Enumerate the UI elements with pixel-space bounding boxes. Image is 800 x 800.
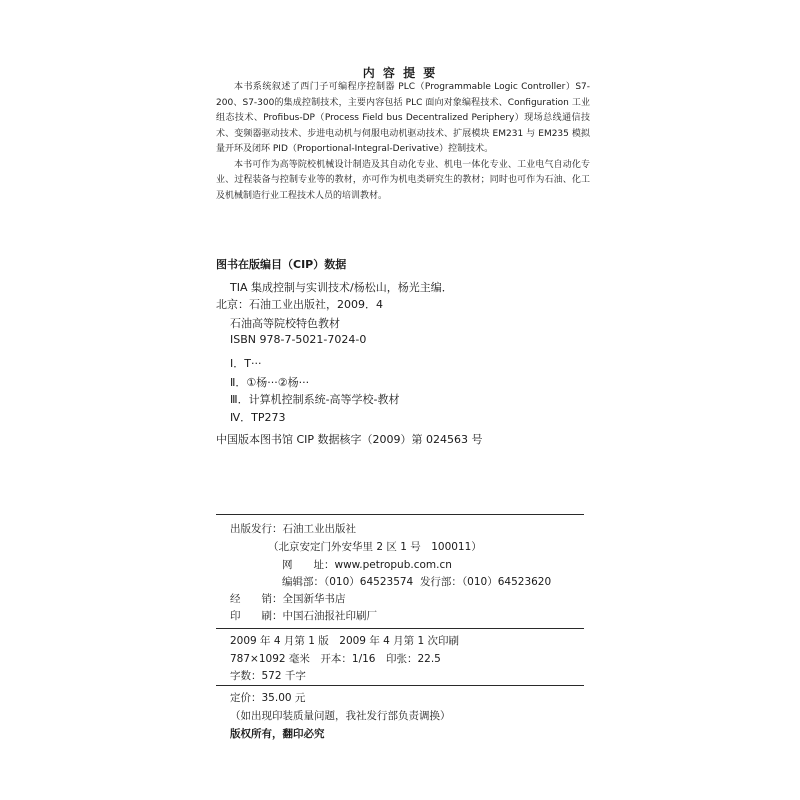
distributor-label: 经 销： (230, 593, 283, 605)
phone-line (282, 574, 551, 589)
cip-classification: Ⅱ．①杨···②杨··· (230, 376, 310, 389)
cip-classification: Ⅲ．计算机控制系统-高等学校-教材 (230, 393, 400, 406)
publisher-label: 出版发行： (230, 523, 283, 535)
price-line: 定价：35.00 元 (230, 692, 306, 704)
cip-classification: Ⅳ．TP273 (230, 411, 286, 424)
printer-name: 中国石油报社印刷厂 (282, 610, 377, 622)
edition-line: 2009 年 4 月第 1 版 2009 年 4 月第 1 次印刷 (230, 635, 460, 647)
sales-label: 发行部： (419, 576, 462, 588)
quality-notice: （如出现印装质量问题，我社发行部负责调换） (230, 710, 451, 722)
cip-line: 北京：石油工业出版社，2009．4 (216, 298, 383, 311)
publisher-line (230, 521, 356, 536)
distributor-line (230, 591, 346, 606)
cip-line: ISBN 978-7-5021-7024-0 (230, 333, 367, 346)
printer-line (230, 608, 377, 623)
cip-line: 石油高等院校特色教材 (230, 317, 340, 330)
summary-paragraph: 本书系统叙述了西门子可编程序控制器 PLC（Programmable Logic Controller）S7-200、S7-300的集成控制技术，主要内容包括 PLC 面向对象编程技术、Configuration 工业组态技术、Profibus-DP（Process Field bus Decentralized Periphery）现场总线通信技术、变频器驱动技术、步进电动机与伺服电动机驱动技术、扩展模块 EM231 与 EM235 模拟量开环及闭环 PID（Proportional-Integral-Derivative）控制技术。 (216, 82, 590, 154)
editorial-phone: （010）64523574 (324, 576, 414, 588)
copyright-notice: 版权所有，翻印必究 (230, 728, 325, 740)
distributor-name: 全国新华书店 (282, 593, 346, 605)
summary-paragraph: 本书可作为高等院校机械设计制造及其自动化专业、机电一体化专业、工业电气自动化专业、过程装备与控制专业等的教材，亦可作为机电类研究生的教材；同时也可作为石油、化工及机械制造行业工程技术人员的培训教材。 (216, 159, 590, 201)
format-line: 787×1092 毫米 开本：1/16 印张：22.5 (230, 653, 441, 665)
cip-registration: 中国版本图书馆 CIP 数据核字（2009）第 024563 号 (216, 433, 483, 446)
divider (216, 514, 584, 515)
cip-classification: Ⅰ．T··· (230, 357, 262, 370)
editorial-label: 编辑部： (282, 576, 324, 588)
divider (216, 628, 584, 629)
cip-line: TIA 集成控制与实训技术/杨松山，杨光主编． (230, 281, 453, 294)
sales-phone: （010）64523620 (461, 576, 552, 588)
divider (216, 685, 584, 686)
summary-title: 内 容 提 要 (362, 66, 438, 80)
publisher-address: （北京安定门外安华里 2 区 1 号 100011） (268, 541, 482, 553)
printer-label: 印 刷： (230, 610, 283, 622)
website-url: www.petropub.com.cn (334, 559, 452, 571)
word-count: 字数：572 千字 (230, 670, 306, 682)
publisher-name: 石油工业出版社 (282, 523, 356, 535)
summary-body (216, 80, 590, 204)
cip-heading: 图书在版编目（CIP）数据 (216, 258, 347, 271)
website-line (282, 557, 452, 572)
website-label: 网 址： (282, 559, 335, 571)
